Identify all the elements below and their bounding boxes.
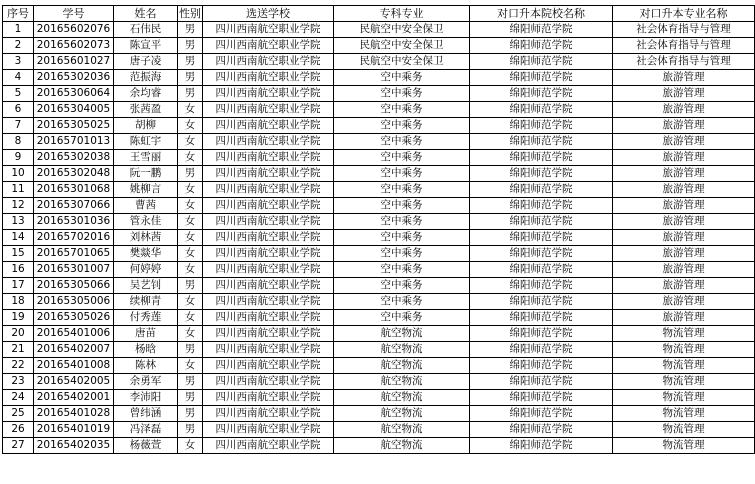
cell-target-major: 社会体育指导与管理: [613, 38, 755, 54]
cell-target-university: 绵阳师范学院: [470, 22, 613, 38]
table-row: [3, 54, 755, 70]
cell-college-major: 空中乘务: [334, 294, 470, 310]
table-row: [3, 390, 755, 406]
cell-college-major: 航空物流: [334, 342, 470, 358]
table-row: [3, 326, 755, 342]
table-header-row: [3, 6, 755, 22]
cell-gender: 女: [178, 150, 203, 166]
cell-student-id: 20165305066: [34, 278, 114, 294]
table-row: [3, 246, 755, 262]
table-row: [3, 22, 755, 38]
cell-target-major: 物流管理: [613, 406, 755, 422]
cell-gender: 女: [178, 358, 203, 374]
table-row: [3, 70, 755, 86]
table-row: [3, 150, 755, 166]
table-row: [3, 310, 755, 326]
cell-target-university: 绵阳师范学院: [470, 294, 613, 310]
cell-name: 陈林: [114, 358, 178, 374]
cell-gender: 女: [178, 102, 203, 118]
cell-college-major: 民航空中安全保卫: [334, 54, 470, 70]
cell-gender: 男: [178, 54, 203, 70]
cell-index: 17: [3, 278, 34, 294]
cell-name: 杨晗: [114, 342, 178, 358]
cell-name: 杨薇萱: [114, 438, 178, 454]
cell-index: 10: [3, 166, 34, 182]
cell-target-major: 旅游管理: [613, 310, 755, 326]
cell-target-major: 旅游管理: [613, 134, 755, 150]
cell-sending-school: 四川西南航空职业学院: [203, 182, 334, 198]
cell-gender: 男: [178, 22, 203, 38]
cell-target-university: 绵阳师范学院: [470, 86, 613, 102]
cell-sending-school: 四川西南航空职业学院: [203, 70, 334, 86]
cell-college-major: 空中乘务: [334, 150, 470, 166]
cell-gender: 男: [178, 390, 203, 406]
cell-college-major: 民航空中安全保卫: [334, 22, 470, 38]
cell-sending-school: 四川西南航空职业学院: [203, 358, 334, 374]
cell-index: 16: [3, 262, 34, 278]
cell-gender: 女: [178, 326, 203, 342]
cell-gender: 女: [178, 246, 203, 262]
cell-name: 胡柳: [114, 118, 178, 134]
cell-target-major: 物流管理: [613, 390, 755, 406]
table-row: [3, 230, 755, 246]
table-body: [3, 22, 755, 454]
cell-name: 阮一鹏: [114, 166, 178, 182]
cell-name: 陈虹宇: [114, 134, 178, 150]
cell-sending-school: 四川西南航空职业学院: [203, 230, 334, 246]
cell-sending-school: 四川西南航空职业学院: [203, 134, 334, 150]
cell-student-id: 20165702016: [34, 230, 114, 246]
cell-college-major: 空中乘务: [334, 214, 470, 230]
cell-index: 3: [3, 54, 34, 70]
cell-index: 23: [3, 374, 34, 390]
cell-name: 张茜盈: [114, 102, 178, 118]
table-row: [3, 102, 755, 118]
cell-target-university: 绵阳师范学院: [470, 102, 613, 118]
cell-sending-school: 四川西南航空职业学院: [203, 86, 334, 102]
cell-sending-school: 四川西南航空职业学院: [203, 342, 334, 358]
cell-name: 管永佳: [114, 214, 178, 230]
cell-college-major: 空中乘务: [334, 198, 470, 214]
table-row: [3, 166, 755, 182]
table-row: [3, 214, 755, 230]
cell-student-id: 20165301036: [34, 214, 114, 230]
cell-name: 石伟民: [114, 22, 178, 38]
cell-college-major: 空中乘务: [334, 310, 470, 326]
header-student-id: 学号: [34, 6, 114, 22]
cell-gender: 女: [178, 294, 203, 310]
cell-target-major: 旅游管理: [613, 166, 755, 182]
cell-student-id: 20165304005: [34, 102, 114, 118]
cell-index: 15: [3, 246, 34, 262]
cell-student-id: 20165401006: [34, 326, 114, 342]
cell-sending-school: 四川西南航空职业学院: [203, 374, 334, 390]
cell-target-major: 旅游管理: [613, 278, 755, 294]
cell-target-major: 物流管理: [613, 358, 755, 374]
cell-index: 21: [3, 342, 34, 358]
cell-name: 余勇军: [114, 374, 178, 390]
cell-index: 13: [3, 214, 34, 230]
cell-name: 李沛阳: [114, 390, 178, 406]
cell-target-major: 旅游管理: [613, 86, 755, 102]
cell-name: 樊燚华: [114, 246, 178, 262]
cell-college-major: 空中乘务: [334, 134, 470, 150]
cell-student-id: 20165402001: [34, 390, 114, 406]
cell-target-university: 绵阳师范学院: [470, 38, 613, 54]
cell-college-major: 航空物流: [334, 438, 470, 454]
cell-target-major: 旅游管理: [613, 118, 755, 134]
cell-index: 6: [3, 102, 34, 118]
cell-college-major: 航空物流: [334, 326, 470, 342]
cell-student-id: 20165401028: [34, 406, 114, 422]
cell-index: 19: [3, 310, 34, 326]
cell-target-university: 绵阳师范学院: [470, 406, 613, 422]
table-row: [3, 134, 755, 150]
cell-target-major: 旅游管理: [613, 150, 755, 166]
table-row: [3, 358, 755, 374]
cell-target-university: 绵阳师范学院: [470, 166, 613, 182]
cell-sending-school: 四川西南航空职业学院: [203, 422, 334, 438]
table-row: [3, 422, 755, 438]
table-row: [3, 438, 755, 454]
cell-gender: 男: [178, 70, 203, 86]
cell-student-id: 20165602073: [34, 38, 114, 54]
cell-sending-school: 四川西南航空职业学院: [203, 294, 334, 310]
header-name: 姓名: [114, 6, 178, 22]
cell-index: 20: [3, 326, 34, 342]
cell-target-university: 绵阳师范学院: [470, 310, 613, 326]
cell-target-university: 绵阳师范学院: [470, 246, 613, 262]
cell-index: 22: [3, 358, 34, 374]
cell-target-university: 绵阳师范学院: [470, 278, 613, 294]
cell-target-university: 绵阳师范学院: [470, 54, 613, 70]
table-row: [3, 198, 755, 214]
cell-gender: 男: [178, 406, 203, 422]
cell-target-major: 旅游管理: [613, 182, 755, 198]
cell-student-id: 20165306064: [34, 86, 114, 102]
header-gender: 性别: [179, 7, 201, 20]
cell-college-major: 航空物流: [334, 358, 470, 374]
cell-target-university: 绵阳师范学院: [470, 358, 613, 374]
cell-sending-school: 四川西南航空职业学院: [203, 326, 334, 342]
header-target-major: 对口升本专业名称: [613, 6, 755, 22]
cell-sending-school: 四川西南航空职业学院: [203, 214, 334, 230]
cell-target-university: 绵阳师范学院: [470, 182, 613, 198]
cell-college-major: 空中乘务: [334, 118, 470, 134]
table-row: [3, 118, 755, 134]
cell-gender: 男: [178, 38, 203, 54]
cell-sending-school: 四川西南航空职业学院: [203, 166, 334, 182]
cell-student-id: 20165301007: [34, 262, 114, 278]
cell-college-major: 空中乘务: [334, 246, 470, 262]
cell-target-major: 物流管理: [613, 342, 755, 358]
cell-index: 4: [3, 70, 34, 86]
table-row: [3, 342, 755, 358]
cell-target-major: 旅游管理: [613, 102, 755, 118]
cell-target-major: 旅游管理: [613, 294, 755, 310]
cell-name: 陈宣平: [114, 38, 178, 54]
header-target-university: 对口升本院校名称: [470, 6, 613, 22]
cell-target-university: 绵阳师范学院: [470, 198, 613, 214]
cell-index: 8: [3, 134, 34, 150]
cell-target-major: 旅游管理: [613, 262, 755, 278]
cell-college-major: 空中乘务: [334, 182, 470, 198]
cell-sending-school: 四川西南航空职业学院: [203, 246, 334, 262]
cell-college-major: 空中乘务: [334, 262, 470, 278]
cell-student-id: 20165301068: [34, 182, 114, 198]
cell-target-major: 物流管理: [613, 374, 755, 390]
cell-sending-school: 四川西南航空职业学院: [203, 38, 334, 54]
cell-student-id: 20165305025: [34, 118, 114, 134]
cell-gender: 女: [178, 262, 203, 278]
table-row: [3, 262, 755, 278]
cell-index: 1: [3, 22, 34, 38]
cell-sending-school: 四川西南航空职业学院: [203, 310, 334, 326]
cell-target-major: 旅游管理: [613, 214, 755, 230]
cell-student-id: 20165402035: [34, 438, 114, 454]
cell-target-major: 旅游管理: [613, 198, 755, 214]
cell-gender: 女: [178, 118, 203, 134]
cell-gender: 男: [178, 86, 203, 102]
cell-target-university: 绵阳师范学院: [470, 70, 613, 86]
cell-index: 24: [3, 390, 34, 406]
cell-gender: 女: [178, 310, 203, 326]
cell-name: 王雪丽: [114, 150, 178, 166]
cell-index: 27: [3, 438, 34, 454]
cell-name: 吴艺钊: [114, 278, 178, 294]
cell-student-id: 20165401019: [34, 422, 114, 438]
cell-sending-school: 四川西南航空职业学院: [203, 102, 334, 118]
cell-college-major: 航空物流: [334, 374, 470, 390]
cell-name: 曾纬涵: [114, 406, 178, 422]
cell-target-university: 绵阳师范学院: [470, 342, 613, 358]
cell-name: 刘林茜: [114, 230, 178, 246]
cell-sending-school: 四川西南航空职业学院: [203, 406, 334, 422]
cell-gender: 女: [178, 182, 203, 198]
cell-name: 何婷婷: [114, 262, 178, 278]
cell-gender: 男: [178, 166, 203, 182]
table-row: [3, 278, 755, 294]
cell-target-major: 旅游管理: [613, 70, 755, 86]
cell-student-id: 20165401008: [34, 358, 114, 374]
cell-student-id: 20165307066: [34, 198, 114, 214]
cell-sending-school: 四川西南航空职业学院: [203, 438, 334, 454]
cell-index: 5: [3, 86, 34, 102]
cell-sending-school: 四川西南航空职业学院: [203, 198, 334, 214]
cell-name: 唐苗: [114, 326, 178, 342]
cell-index: 25: [3, 406, 34, 422]
cell-college-major: 航空物流: [334, 390, 470, 406]
cell-target-major: 物流管理: [613, 422, 755, 438]
table-row: [3, 374, 755, 390]
cell-sending-school: 四川西南航空职业学院: [203, 278, 334, 294]
cell-target-major: 物流管理: [613, 438, 755, 454]
cell-target-university: 绵阳师范学院: [470, 118, 613, 134]
cell-index: 11: [3, 182, 34, 198]
cell-student-id: 20165302036: [34, 70, 114, 86]
cell-college-major: 空中乘务: [334, 102, 470, 118]
cell-gender: 男: [178, 422, 203, 438]
cell-name: 唐子凌: [114, 54, 178, 70]
cell-index: 12: [3, 198, 34, 214]
header-sending-school: 选送学校: [203, 6, 334, 22]
cell-target-university: 绵阳师范学院: [470, 374, 613, 390]
cell-sending-school: 四川西南航空职业学院: [203, 54, 334, 70]
cell-name: 曹茜: [114, 198, 178, 214]
cell-target-university: 绵阳师范学院: [470, 262, 613, 278]
cell-student-id: 20165601027: [34, 54, 114, 70]
cell-student-id: 20165305006: [34, 294, 114, 310]
cell-target-university: 绵阳师范学院: [470, 390, 613, 406]
cell-college-major: 空中乘务: [334, 278, 470, 294]
cell-gender: 女: [178, 134, 203, 150]
cell-target-major: 社会体育指导与管理: [613, 22, 755, 38]
cell-name: 付秀莲: [114, 310, 178, 326]
table-row: [3, 38, 755, 54]
cell-sending-school: 四川西南航空职业学院: [203, 150, 334, 166]
cell-student-id: 20165701013: [34, 134, 114, 150]
cell-target-major: 物流管理: [613, 326, 755, 342]
cell-target-university: 绵阳师范学院: [470, 230, 613, 246]
cell-sending-school: 四川西南航空职业学院: [203, 390, 334, 406]
cell-sending-school: 四川西南航空职业学院: [203, 118, 334, 134]
cell-student-id: 20165402005: [34, 374, 114, 390]
cell-student-id: 20165302048: [34, 166, 114, 182]
cell-index: 9: [3, 150, 34, 166]
cell-student-id: 20165402007: [34, 342, 114, 358]
cell-gender: 男: [178, 278, 203, 294]
cell-target-university: 绵阳师范学院: [470, 134, 613, 150]
table-row: [3, 294, 755, 310]
cell-college-major: 空中乘务: [334, 166, 470, 182]
cell-index: 18: [3, 294, 34, 310]
cell-college-major: 航空物流: [334, 422, 470, 438]
table-row: [3, 86, 755, 102]
cell-name: 范振海: [114, 70, 178, 86]
student-roster-table: [2, 5, 755, 454]
cell-student-id: 20165302038: [34, 150, 114, 166]
cell-gender: 女: [178, 198, 203, 214]
cell-target-major: 社会体育指导与管理: [613, 54, 755, 70]
cell-index: 7: [3, 118, 34, 134]
cell-target-university: 绵阳师范学院: [470, 150, 613, 166]
cell-target-university: 绵阳师范学院: [470, 422, 613, 438]
cell-name: 冯泽磊: [114, 422, 178, 438]
cell-gender: 女: [178, 438, 203, 454]
cell-index: 2: [3, 38, 34, 54]
cell-gender: 男: [178, 374, 203, 390]
cell-name: 余均睿: [114, 86, 178, 102]
cell-gender: 男: [178, 342, 203, 358]
cell-index: 14: [3, 230, 34, 246]
cell-gender: 女: [178, 214, 203, 230]
cell-college-major: 民航空中安全保卫: [334, 38, 470, 54]
cell-college-major: 空中乘务: [334, 70, 470, 86]
header-index: 序号: [3, 6, 34, 22]
cell-college-major: 航空物流: [334, 406, 470, 422]
header-college-major: 专科专业: [334, 6, 470, 22]
cell-sending-school: 四川西南航空职业学院: [203, 22, 334, 38]
cell-student-id: 20165701065: [34, 246, 114, 262]
cell-target-major: 旅游管理: [613, 230, 755, 246]
cell-student-id: 20165602076: [34, 22, 114, 38]
cell-college-major: 空中乘务: [334, 230, 470, 246]
cell-index: 26: [3, 422, 34, 438]
cell-gender: 女: [178, 230, 203, 246]
cell-college-major: 空中乘务: [334, 86, 470, 102]
cell-sending-school: 四川西南航空职业学院: [203, 262, 334, 278]
cell-target-university: 绵阳师范学院: [470, 438, 613, 454]
cell-target-university: 绵阳师范学院: [470, 214, 613, 230]
cell-name: 姚柳言: [114, 182, 178, 198]
cell-target-university: 绵阳师范学院: [470, 326, 613, 342]
table-row: [3, 406, 755, 422]
cell-student-id: 20165305026: [34, 310, 114, 326]
cell-target-major: 旅游管理: [613, 246, 755, 262]
cell-name: 续柳青: [114, 294, 178, 310]
table-row: [3, 182, 755, 198]
